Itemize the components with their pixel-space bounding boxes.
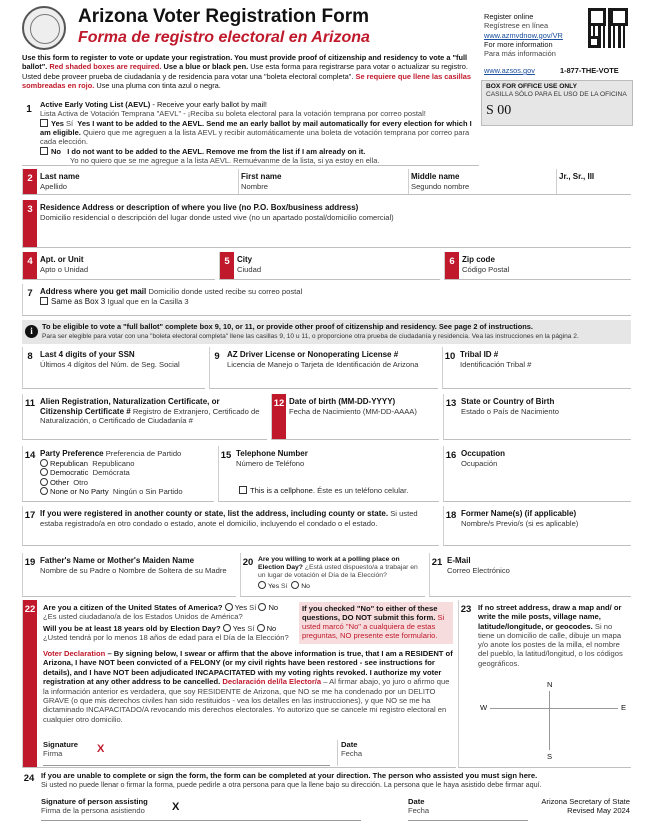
box-22-declaration: 22 Are you a citizen of the United States of America? Yes Sí No ¿Es usted ciudadano/a de los Estados Unidos de América? Will you be at least 18 years old by Election Day? Yes Sí No ¿Usted tendrá por lo menos 18 años de edad para el Día de la Elección? If you checked "No" to either of these questions, DO NOT submit this form. Si usted marcó "No" a cualquiera de estas preguntas, NO presente este formulario. Voter Declaration – By signing below, I swear or affirm that the above information is true, that I am a RESIDENT of Arizona, I have NOT been convicted of a FELONY (or my civil rights have been restored - see instructions for details), and I have NOT been adjudicated INCAPACITATED with my voting rights revoked. I authorize my voter registration at any other address to be cancelled. Declaración del/la Elector/a – Al firmar abajo, yo juro o afirmo que la información anterior es verdadera, que soy RESIDENTE de Arizona, que NO se me ha condenado por un DELITO GRAVE (o que mis derechos civiles han sido restituidos - vea los detalles en las instrucciones), y que NO se me ha dictaminado INCAPACITADO/A revocando mis derechos electorales. Yo autorizo que se cancele mi registro electoral en cualquier otro domicilio. Signature Firma X Date Fecha <box>22 600 456 768</box>
party-other[interactable]: Other Otro <box>40 478 211 487</box>
same-as-box3-checkbox[interactable] <box>40 297 48 305</box>
title-es: Forma de registro electoral en Arizona <box>78 29 370 46</box>
party-republican[interactable]: Republican Republicano <box>40 459 211 468</box>
compass-east: E <box>621 703 627 712</box>
box-7-mailing-address[interactable]: 7 Address where you get mail Domicilio donde usted recibe su correo postal Same as Box 3 Igual que en la Casilla 3 <box>22 284 631 316</box>
box-16-occupation[interactable]: 16 Occupation Ocupación <box>443 446 631 502</box>
voter-declaration-text: Voter Declaration – By signing below, I swear or affirm that the above information is true, that I am a RESIDENT of Arizona, I have NOT been convicted of a FELONY (or my civil rights have been restored - see instructions for details), and I have NOT been adjudicated INCAPACITATED with my voting rights revoked. I authorize my voter registration at any other address to be cancelled. Declaración del/la Elector/a – Al firmar abajo, yo juro o afirmo que la información anterior es verdadera, que soy RESIDENTE de Arizona, que NO se me ha condenado por un DELITO GRAVE (o que mis derechos civiles han sido restituidos - vea los detalles en las instrucciones), y que NO se me ha dictaminado INCAPACITADO/A revocando mis derechos electorales. Yo autorizo que se cancele mi registro electoral en cualquier otro domicilio. <box>43 649 453 724</box>
box-21-email[interactable]: 21 E-Mail Correo Electrónico <box>429 553 631 597</box>
box-14-party-preference: 14 Party Preference Preferencia de Partido Republican Republicano Democratic Demócrata Other Otro None or No Party Ningún o Sin Partido <box>22 446 214 502</box>
party-none[interactable]: None or No Party Ningún o Sin Partido <box>40 487 211 496</box>
compass-south: S <box>547 752 553 761</box>
citizen-yes[interactable]: Yes Sí <box>225 603 257 612</box>
citizen-no[interactable]: No <box>258 603 278 612</box>
office-use-box: BOX FOR OFFICE USE ONLY CASILLA SÓLO PARA EL USO DE LA OFICINA S 00 <box>481 80 633 126</box>
poll-worker-no[interactable]: No <box>291 583 310 590</box>
voter-signature-field[interactable]: Signature Firma X <box>43 740 330 766</box>
sos-link[interactable]: www.azsos.gov <box>484 66 535 75</box>
box-9-driver-license[interactable]: 9 AZ Driver License or Nonoperating License # Licencia de Manejo o Tarjeta de Identificación de Arizona <box>209 347 438 389</box>
compass-horizontal-line <box>490 708 618 709</box>
party-democratic[interactable]: Democratic Demócrata <box>40 468 211 477</box>
poll-worker-yes[interactable]: Yes Sí <box>258 583 287 590</box>
assistant-date-field[interactable]: Date Fecha <box>408 797 528 821</box>
phone-number: 1-877-THE-VOTE <box>560 66 619 75</box>
compass-vertical-line <box>549 691 550 750</box>
box-11-citizenship-certificate[interactable]: 11 Alien Registration, Naturalization Certificate, or Citizenship Certificate # Registro de Extranjero, Certificado de Naturalización, o Certificado de Ciudadanía # <box>22 394 267 440</box>
box-19-parent-name[interactable]: 19 Father's Name or Mother's Maiden Name Nombre de su Padre o Nombre de Soltera de su Madre <box>22 553 236 597</box>
box-1-aevl: 1 Active Early Voting List (AEVL) - Receive your early ballot by mail! Lista Activa de Votación Temprana "AEVL" - ¡Reciba su boleta electoral para la votación temprana por correo postal! Yes Sí Yes I want to be added to the AEVL. Send me an early ballot by mail automatically for every election for which I am eligible. Quiero que me agreguen a la lista AEVL y recibir automáticamente una boleta de votación temprana por correo para cada elección. No I do not want to be added to the AEVL. Remove me from the list if I am already on it. Yo no quiero que se me agregue a la lista AEVL. Remuévanme de la lista, si ya estoy en ella. <box>22 98 479 166</box>
box-23-map[interactable]: 23 If no street address, draw a map and/ or write the mile posts, village name, latitude/longitude, or geocodes. Si no tiene un domicilio de calle, dibuje un mapa y/o anote los postes de la milla, el nombre del pueblo, la latitud/longitud, o los códigos geográficos. N S W E <box>458 600 631 768</box>
aevl-yes-checkbox[interactable] <box>40 119 48 127</box>
arizona-state-seal <box>22 6 66 50</box>
compass-west: W <box>480 703 488 712</box>
office-code: S 00 <box>486 102 512 118</box>
aevl-no-checkbox[interactable] <box>40 147 48 155</box>
age18-yes[interactable]: Yes Sí <box>223 624 255 633</box>
box-2-name[interactable]: 2 Last name Apellido First name Nombre Middle name Segundo nombre Jr., Sr., III <box>22 169 631 195</box>
box-17-previous-registration[interactable]: 17 If you were registered in another county or state, list the address, including county or state. Si usted estaba registrado/a en otro condado o estado, anote el domicilio, incluyendo el condado o el estado. <box>22 506 439 546</box>
box-24-assistance: 24 If you are unable to complete or sign the form, the form can be completed at your direction. The person who assisted you must sign here. Si usted no puede llenar o firmar la forma, puede pedirle a otra persona para que la llene bajo su dirección. La persona que le haya asistido debe firmar aquí. <box>23 771 542 789</box>
online-info: Register online Regístrese en línea www.azmvdnow.gov/VR For more information Para más información <box>484 12 563 58</box>
age18-no[interactable]: No <box>257 624 277 633</box>
box-12-date-of-birth[interactable]: 12 Date of birth (MM-DD-YYYY) Fecha de Nacimiento (MM-DD-AAAA) <box>271 394 439 440</box>
signature-x-mark: X <box>97 743 105 755</box>
box-10-tribal-id[interactable]: 10 Tribal ID # Identificación Tribal # <box>442 347 631 389</box>
box-3-residence-address[interactable]: 3 Residence Address or description of where you live (no P.O. Box/business address) Domicilio residencial o descripción del lugar donde usted vive (no un apartado postal/domicilio comercial) <box>22 200 631 248</box>
compass-north: N <box>547 680 553 689</box>
box-4-apt-unit[interactable]: 4 Apt. or Unit Apto o Unidad <box>22 252 215 280</box>
title-en: Arizona Voter Registration Form <box>78 6 370 27</box>
warning-box: If you checked "No" to either of these questions, DO NOT submit this form. Si usted marcó "No" a cualquiera de estas preguntas, NO presente este formulario. <box>299 602 453 644</box>
box-15-telephone[interactable]: 15 Telephone Number Número de Teléfono This is a cellphone. Éste es un teléfono celular. <box>218 446 439 502</box>
box-20-poll-worker: 20 Are you willing to work at a polling place on Election Day? ¿Está usted dispuesto/a a trabajar en un lugar de votación el Día de la Elección? Yes Sí No <box>240 553 425 597</box>
box-8-ssn[interactable]: 8 Last 4 digits of your SSN Últimos 4 dígitos del Núm. de Seg. Social <box>22 347 205 389</box>
citizenship-info-bar: i To be eligible to vote a "full ballot" complete box 9, 10, or 11, or provide other proof of citizenship and residency. See page 2 of instructions. Para ser elegible para votar con una "boleta electoral completa" llene las casillas 9, 10 u 11, o proporcione otra prueba de ciudadanía y residencia. Vea las instrucciones en la página 2. <box>22 320 631 344</box>
footer-info: Arizona Secretary of State Revised May 2024 <box>541 797 630 816</box>
register-link[interactable]: www.azmvdnow.gov/VR <box>484 30 563 40</box>
voter-date-field[interactable]: Date Fecha <box>337 740 453 766</box>
assistant-signature-x-mark: X <box>172 801 180 813</box>
assistant-signature-field[interactable]: Signature of person assisting Firma de la persona asistiendo X <box>41 797 361 821</box>
box-6-zip-code[interactable]: 6 Zip code Código Postal <box>444 252 631 280</box>
intro-text: Use this form to register to vote or update your registration. You must provide proof of citizenship and residency to vote a "full ballot". Red shaded boxes are required. Use a blue or black pen. Use esta forma para registrarse para votar o actualizar su registro. Usted debe proveer prueba de ciudadanía y de residencia para votar una "boleta electoral completa". Se requiere que llene las casillas sombreadas en rojo. Use una pluma con tinta azul o negra. <box>22 53 471 90</box>
cellphone-checkbox[interactable] <box>239 486 247 494</box>
box-18-former-names[interactable]: 18 Former Name(s) (if applicable) Nombre/s Previo/s (si es aplicable) <box>443 506 631 546</box>
box-13-birthplace[interactable]: 13 State or Country of Birth Estado o País de Nacimiento <box>443 394 631 440</box>
box-5-city[interactable]: 5 City Ciudad <box>219 252 440 280</box>
info-icon: i <box>25 325 38 338</box>
qr-code[interactable] <box>588 8 628 48</box>
